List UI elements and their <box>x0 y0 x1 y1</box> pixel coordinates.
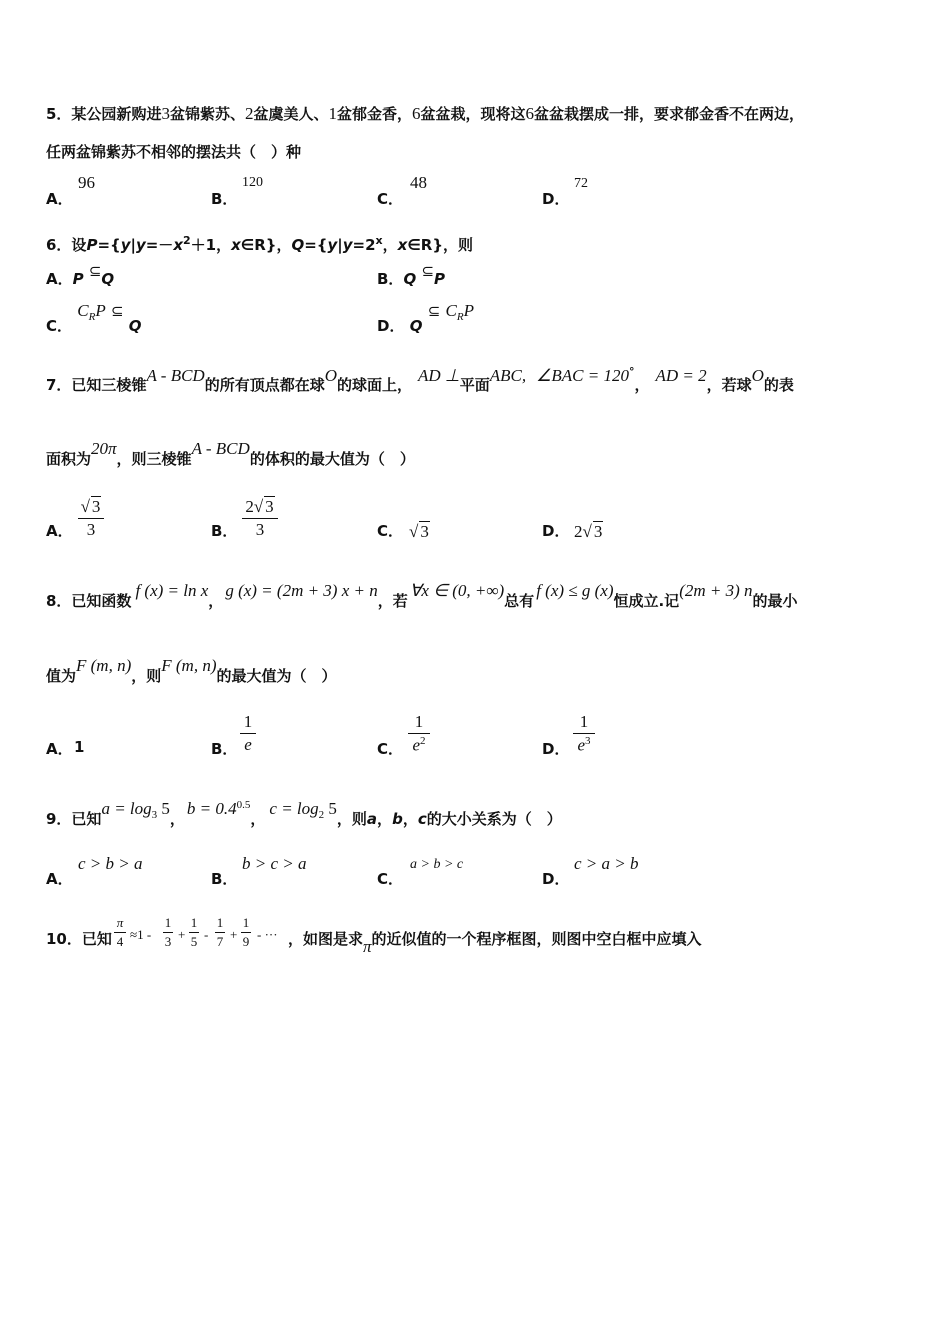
q9-option-a-value: c > b > a <box>78 854 143 873</box>
q10-approx: ≈1 - <box>130 927 152 942</box>
q9-option-d-value: c > a > b <box>574 854 639 873</box>
q5-option-b-value: 120 <box>242 175 263 190</box>
q10-frac-1-7: 1 7 <box>216 915 224 949</box>
q10-tail: - ··· <box>257 927 278 942</box>
q8-option-c-fraction: 1 $e^2$ <box>408 712 430 756</box>
q7-option-c-value: √ 3 <box>409 522 429 541</box>
q6-option-b: B．Q ⊆P <box>377 262 446 288</box>
q7-line1: 7．已知三棱锥A - BCD的所有顶点都在球O的球面上， AD ⊥平面ABC, ∠BAC = 120°， AD = 2，若球O的表 <box>46 365 794 394</box>
q9-option-c-value: a > b > c <box>410 857 464 872</box>
q5-option-c-label: C． <box>377 190 404 208</box>
q8-option-b-label: B． <box>211 740 238 758</box>
q5-option-d-label: D． <box>542 190 570 208</box>
q7-line2: 面积为20π，则三棱锥A - BCD的体积的最大值为（ ） <box>46 439 415 468</box>
q8-option-a-value: 1 <box>74 738 85 756</box>
q10-suffix: ，如图是求π的近似值的一个程序框图，则图中空白框中应填入 <box>288 930 702 956</box>
q9-option-c-label: C． <box>377 870 404 888</box>
q9-option-a-label: A． <box>46 870 73 888</box>
q5-option-a-label: A． <box>46 190 73 208</box>
q10-plus-2: + <box>230 927 238 942</box>
q9-option-d-label: D． <box>542 870 570 888</box>
q6-option-c: C． $C_RP$ ⊆ Q <box>46 301 142 335</box>
q7-option-d-value: 2√ 3 <box>574 522 603 541</box>
q7-option-a-label: A． <box>46 522 73 540</box>
q10-plus-1: + <box>178 927 186 942</box>
q7-option-a-fraction: √ 3 3 <box>78 496 104 540</box>
q8-option-b-fraction: 1 e <box>240 712 256 755</box>
q8-option-c-label: C． <box>377 740 404 758</box>
q9-stem: 9．已知$a = \log_3 5$，$b = 0.4^{0.5}$，$c = \log_2 5$，则a，b，c的大小关系为（ ） <box>46 799 562 828</box>
q7-option-b-label: B． <box>211 522 238 540</box>
q10-frac-1-3: 1 3 <box>164 915 172 949</box>
q5-line2: 任两盆锦紫苏不相邻的摆法共（ ）种 <box>46 143 302 161</box>
q5-option-d-value: 72 <box>574 176 588 191</box>
q6-stem: 6．设$P=\{y|y=-x^2+1$，x∈R}，$Q=\{y|y=2^x$，x∈R}，则 <box>46 234 474 254</box>
q8-line1: 8．已知函数f (x) = ln x，g (x) = (2m + 3) x + n，若∀x ∈ (0, +∞)总有f (x) ≤ g (x)恒成立.记(2m + 3) n的最小 <box>46 581 798 610</box>
q10-frac-1-5: 1 5 <box>190 915 198 949</box>
q9-option-b-label: B． <box>211 870 238 888</box>
q5-option-c-value: 48 <box>410 173 427 192</box>
q5-option-a-value: 96 <box>78 173 95 192</box>
q5-option-b-label: B． <box>211 190 238 208</box>
q10-minus-1: - <box>204 927 209 942</box>
q8-option-a-label: A． <box>46 740 73 758</box>
q10-prefix: 10．已知 <box>46 930 112 948</box>
q6-option-a: A．P ⊆Q <box>46 262 115 288</box>
q10-pi-over-4: π 4 <box>114 915 126 950</box>
q7-option-c-label: C． <box>377 522 404 540</box>
q8-line2: 值为F (m, n)，则F (m, n)的最大值为（ ） <box>46 656 337 685</box>
q7-option-b-fraction: 2√ 3 3 <box>242 496 278 540</box>
q10-frac-1-9: 1 9 <box>242 915 250 949</box>
q8-option-d-label: D． <box>542 740 570 758</box>
q8-option-d-fraction: 1 $e^3$ <box>573 712 595 756</box>
q5-line1: 5．某公园新购进3盆锦紫苏、2盆虞美人、1盆郁金香，6盆盆栽，现将这6盆盆栽摆成一排，要求郁金香不在两边， <box>46 104 805 123</box>
q9-option-b-value: b > c > a <box>242 854 307 873</box>
q6-option-d: D． Q ⊆ $C_RP$ <box>377 301 474 335</box>
q7-option-d-label: D． <box>542 522 570 540</box>
